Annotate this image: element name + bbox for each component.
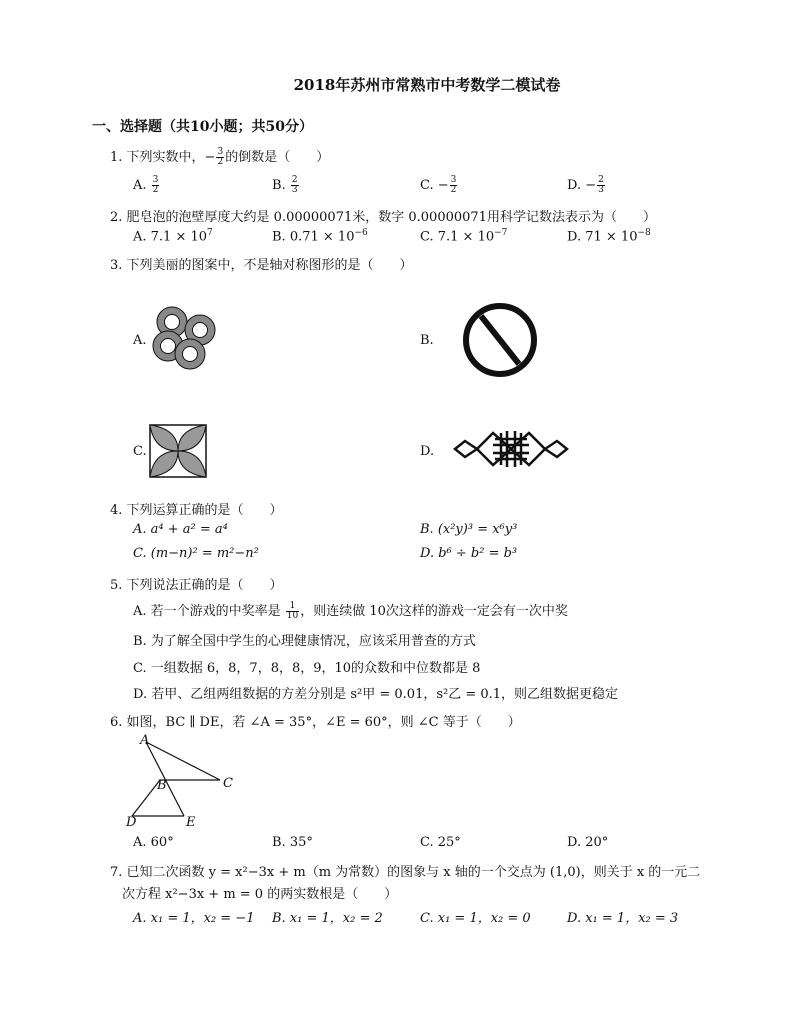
question-5-option-a: A. 若一个游戏的中奖率是 $\frac{1}{10}$ ，则连续做 10次这样的游戏一定会有一次中奖: [133, 601, 568, 621]
question-3-stem: 3. 下列美丽的图案中，不是轴对称图形的是（ ）: [110, 258, 413, 273]
question-3-option-b: B.: [420, 333, 434, 348]
point-label-e: E: [186, 815, 196, 830]
page-title: 2018年苏州市常熟市中考数学二模试卷: [293, 76, 561, 94]
question-5-stem: 5. 下列说法正确的是（ ）: [110, 578, 283, 593]
chinese-knot-figure: [453, 424, 569, 474]
question-6-stem: 6. 如图，BC ∥ DE，若 ∠A = 35°，∠E = 60°，则 ∠C 等于（ ）: [110, 715, 521, 730]
question-1-option-d: D. − $\frac{2}{3}$: [567, 175, 604, 195]
question-2-option-b: B. $0.71 \times 10^{-6}$: [272, 228, 368, 245]
question-4-stem: 4. 下列运算正确的是（ ）: [110, 503, 283, 518]
point-label-d: D: [126, 815, 137, 830]
question-1-option-c: C. − $\frac{3}{2}$: [420, 175, 457, 195]
question-6-option-b: B. 35°: [272, 835, 313, 850]
square-petals-figure: [149, 424, 207, 478]
question-2-option-c: C. $7.1 \times 10^{-7}$: [420, 228, 508, 245]
question-7-stem-line-2: 次方程 x²−3x + m = 0 的两实数根是（ ）: [122, 887, 398, 902]
point-label-c: C: [223, 776, 233, 791]
four-rings-figure: [148, 300, 222, 376]
point-label-b: B: [157, 778, 167, 793]
question-2-option-a: A. $7.1 \times 10^7$: [133, 228, 213, 245]
question-4-option-b: B. (x²y)³ = x⁶y³: [420, 522, 518, 537]
question-6-option-c: C. 25°: [420, 835, 461, 850]
question-3-option-c: C.: [133, 444, 147, 459]
question-7-option-d: D. x₁ = 1，x₂ = 3: [567, 911, 679, 926]
question-7-option-b: B. x₁ = 1，x₂ = 2: [272, 911, 383, 926]
question-5-option-b: B. 为了解全国中学生的心理健康情况，应该采用普查的方式: [133, 634, 476, 649]
point-label-a: A: [140, 733, 150, 748]
question-4-option-c: C. (m−n)² = m²−n²: [133, 546, 259, 561]
question-1-option-a: A. $\frac{3}{2}$: [133, 175, 159, 195]
question-6-option-d: D. 20°: [567, 835, 609, 850]
question-2-stem: 2. 肥皂泡的泡壁厚度大约是 0.00000071米，数字 0.00000071用科学记数法表示为（ ）: [110, 210, 656, 225]
question-4-option-d: D. b⁶ ÷ b² = b³: [420, 546, 518, 561]
question-6-option-a: A. 60°: [133, 835, 174, 850]
question-1-stem: 1. 下列实数中，− $\frac{3}{2}$ 的倒数是（ ）: [110, 147, 330, 167]
section-heading: 一、选择题（共10小题；共50分）: [92, 119, 313, 135]
question-5-option-d: D. 若甲、乙组两组数据的方差分别是 s²甲 = 0.01，s²乙 = 0.1，则乙组数据更稳定: [133, 687, 619, 702]
question-7-stem-line-1: 7. 已知二次函数 y = x²−3x + m（m 为常数）的图象与 x 轴的一个交点为 (1,0)，则关于 x 的一元二: [110, 865, 701, 880]
fraction: $\frac{3}{2}$: [217, 147, 224, 167]
question-3-option-a: A.: [133, 333, 147, 348]
question-5-option-c: C. 一组数据 6，8，7，8，8，9，10的众数和中位数都是 8: [133, 661, 481, 676]
question-7-option-c: C. x₁ = 1，x₂ = 0: [420, 911, 531, 926]
question-3-option-d: D.: [420, 444, 435, 459]
circle-slash-figure: [460, 300, 540, 380]
question-4-option-a: A. a⁴ + a² = a⁴: [133, 522, 228, 537]
question-7-option-a: A. x₁ = 1，x₂ = −1: [133, 911, 255, 926]
question-1-option-b: B. $\frac{2}{3}$: [272, 175, 298, 195]
question-2-option-d: D. $71 \times 10^{-8}$: [567, 228, 651, 245]
